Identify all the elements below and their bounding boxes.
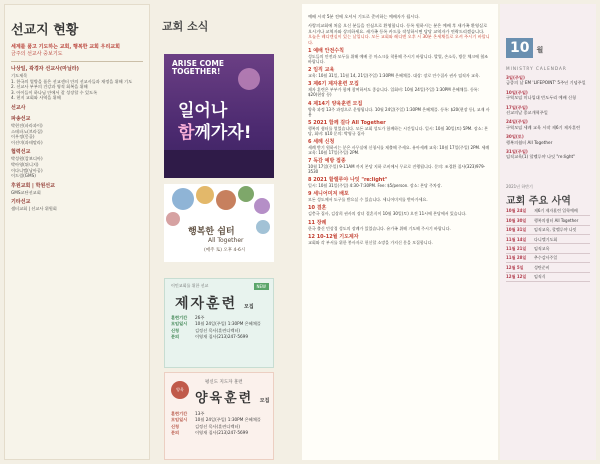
news-item-body: 제자 훈련은 부부가 함께 참여하셔도 좋습니다. 입회비: 10월 24일(주일) 1:30PM 은혜채플. 등록: $20(현장 등) xyxy=(308,87,480,98)
arise-big-word-b: 께 xyxy=(194,123,211,143)
schedule-name: 추수감사주일 xyxy=(534,255,558,261)
schedule-name: 임직식 xyxy=(534,274,546,280)
detail-value: 10월 24일(주일) 1:30PM 은혜채플 xyxy=(195,321,261,327)
detail-value: 김정선 목사(훈련디렉터) xyxy=(195,327,241,333)
detail-value: 이영재 집사(213)247-5699 xyxy=(195,334,248,340)
calendar-entry-date: 24일(주일) xyxy=(506,119,528,125)
mission-section-heading: 후원교회 | 학원선교 xyxy=(11,182,55,189)
news-items xyxy=(308,48,492,245)
photo-circle xyxy=(254,198,270,214)
schedule-kicker: 2021년 하반기 xyxy=(506,183,533,189)
mission-section-heading: 협력선교 xyxy=(11,149,31,156)
mission-section-heading: 파송선교 xyxy=(11,115,31,122)
discipleship-title-text: 제자훈련 xyxy=(175,296,238,312)
news-item-body: 성도들의 안전과 모두를 위해 예배 중 마스크를 착용해 주시기 바랍니다. 발열, 손소독, 방문 체크에 협조 바랍니다. xyxy=(308,54,489,65)
calendar-entries xyxy=(506,75,590,160)
news-item-body: 한국 출신 민상경 성도의 장례가 있었습니다. 유가족 위해 기도해 주시기 바랍니다. xyxy=(308,225,451,231)
schedule-name: 임직교육, 할렐루야 나잇 xyxy=(534,227,577,233)
arise-big-line1: 일어나 xyxy=(178,101,228,121)
schedule-row xyxy=(506,207,590,216)
mission-status-title: 선교지 현황 xyxy=(11,23,79,38)
news-item-body: 모든 성도께서 도구를 받으실 수 있습니다. 세니어미져를 받아가세요. xyxy=(308,197,428,203)
mission-section-line: 1. 한국의 열방을 품은 선교센터 안의 선교사들과 재정을 위해 기도 xyxy=(11,78,133,84)
discipleship-title-suffix: 모집 xyxy=(243,304,254,310)
schedule-row xyxy=(506,216,590,225)
schedule-date: 11월 21일 xyxy=(506,246,527,252)
mission-section-line: 박성원(캄보디아) xyxy=(11,156,43,162)
mission-section-line: 스테파노(브라질) xyxy=(11,128,43,134)
schedule-list xyxy=(506,207,590,282)
calendar-entry xyxy=(506,75,590,86)
schedule-row xyxy=(506,263,590,272)
news-intro: 사랑의교회에 처음 오신 분들을 진심으로 환영합니다. 등록 원하시는 분은 예배 후 새가족 환영실로 오시거나 교역자와 상의하세요. 새가족 등록 카드를 작성하시면 담당 교역자가 연락드리겠습니다. xyxy=(308,23,488,34)
photo-circle xyxy=(172,188,194,210)
mission-section-line: 박현진(파라과이) xyxy=(11,122,43,128)
detail-value: 26주 xyxy=(195,315,205,320)
photo-circle xyxy=(196,186,214,204)
happy-shelter-title: 행복한 쉼터 xyxy=(188,227,235,237)
mission-section-line: 3. 아이들이 하나님 안에서 잘 성장할 수 있도록 xyxy=(11,89,98,95)
discipleship-details xyxy=(171,315,261,341)
schedule-date: 10월 30일 xyxy=(506,217,527,223)
calendar-entry-date: 30일(토) xyxy=(506,134,524,140)
happy-shelter-subtitle: All Together xyxy=(208,237,244,244)
schedule-row xyxy=(506,226,590,235)
schedule-date: 12월 12일 xyxy=(506,274,527,280)
news-item-body: 세례 받기 원하시는 분은 사무실에 신청서를 제출해 주세요. 유아세례 교육: 10월 17일(주일) 2PM. 세례 교육: 10월 17일(주일) 2PM. xyxy=(308,144,490,155)
arise-small-text: ARISE COME TOGETHER! xyxy=(172,59,224,76)
news-item-body: 10월 17일(주일) 9-11AM 까지 본당 지하 로비에서 무료로 진행됩니다. 문의: 조경환 집사(323)979-3530 xyxy=(308,164,486,175)
mission-section-line: 이선미(과테말라) xyxy=(11,139,43,145)
calendar-entry-date: 3일(주일) xyxy=(506,75,525,80)
photo-circle xyxy=(216,190,236,210)
detail-row xyxy=(171,334,261,340)
news-item-title: 4 제14기 양육훈련 모집 xyxy=(308,100,363,107)
mission-section-line: 샘터교회 | 선교사 위원회 xyxy=(11,206,57,212)
calendar-entry-date: 10일(주일) xyxy=(506,89,528,95)
news-item-title: 3 제6기 제자훈련 모집 xyxy=(308,81,359,88)
nurture-training-card xyxy=(164,372,274,460)
mission-section-line: 2. 선교사 부부의 건강과 영적 회복을 위해 xyxy=(11,84,88,90)
calendar-entry-text: 임직교육(1) 할렐루야 나잇 "re:light" xyxy=(506,154,576,160)
photo-circle xyxy=(238,186,254,202)
mission-section-line: 박아영(튀니지) xyxy=(11,161,39,167)
mission-subtitle: 세계를 품고 기도하는 교회, 행복한 교회 우리교회 xyxy=(11,44,120,50)
news-item-body: 김충국 집사, 김상희 권사의 장녀 결혼식이 10월 30일(토) 오전 11시에 본당에서 있습니다. xyxy=(308,211,467,217)
schedule-date: 11월 14일 xyxy=(506,236,527,242)
detail-key: 모임일시 xyxy=(171,417,188,423)
silhouette-ground xyxy=(164,150,274,178)
news-item-title: 11 장례 xyxy=(308,219,327,226)
discipleship-kicker: 이민교회를 위한 선교 xyxy=(171,283,209,288)
new-badge: NEW xyxy=(254,283,269,290)
schedule-date: 12월 5일 xyxy=(506,264,524,270)
schedule-name: 성탄준비 xyxy=(534,264,550,270)
calendar-entry xyxy=(506,105,590,116)
news-item-title: 6 세례 신청 xyxy=(308,138,335,145)
nurture-kicker: 평신도 지도자 훈련 xyxy=(205,380,243,385)
schedule-name: 임직교육 xyxy=(534,246,550,252)
detail-key: 신청 xyxy=(171,423,180,429)
calendar-entry-date: 17일(주일) xyxy=(506,104,528,110)
calendar-entry-text: 금종의 날 EM 'LIFEPOINT' 5주년 기념주일 xyxy=(506,80,586,86)
schedule-row xyxy=(506,235,590,244)
mission-section-line: 이다니엘(남아공) xyxy=(11,167,43,173)
news-item-title: 8 2021 할렐루야 나잇 "re:light" xyxy=(308,177,388,184)
schedule-date: 11월 28일 xyxy=(506,255,527,261)
schedule-name: 행복의쉼터 All Together xyxy=(534,217,579,223)
mission-section-line: 4. 현지 교회와 사역을 위해 xyxy=(11,95,61,101)
detail-key: 문의 xyxy=(171,334,180,340)
news-item-title: 7 독감 예방 접종 xyxy=(308,158,346,165)
arise-big-text xyxy=(178,100,251,144)
mission-status-panel xyxy=(4,4,150,460)
nurture-title-text: 양육훈련 xyxy=(195,391,254,406)
calendar-entry-date: 31일(주일) xyxy=(506,149,528,155)
schedule-name: 다니엘기도회 xyxy=(534,236,558,242)
news-item-body: 교회와 각 부서를 위한 봉사자로 헌신할 소망을 가지신 분을 모집합니다. xyxy=(308,239,433,245)
calendar-kicker: MINISTRY CALENDAR xyxy=(506,66,567,71)
happy-shelter-time: (매주 토) 오후 4-6시 xyxy=(204,248,246,253)
schedule-date: 10월 24일 xyxy=(506,208,527,214)
arise-big-word-a: 함 xyxy=(178,123,195,143)
schedule-row xyxy=(506,254,590,263)
mission-sections xyxy=(11,66,143,212)
arise-poster xyxy=(164,54,274,178)
calendar-entry xyxy=(506,119,590,130)
detail-value: 김정선 목사(훈련디렉터) xyxy=(195,423,241,429)
calendar-entry-text: 선교의날 종교개혁주일 xyxy=(506,110,548,116)
church-news-title: 교회 소식 xyxy=(162,20,209,33)
mission-prayer-subtitle: 금주의 선교사 중보기도 xyxy=(11,51,63,57)
church-news-cards xyxy=(154,4,300,460)
photo-circle xyxy=(256,220,270,234)
mission-section-line: GMS교단선교회 xyxy=(11,189,41,195)
detail-key: 훈련기간 xyxy=(171,315,188,320)
mission-section-line: 기도제목 xyxy=(11,73,28,78)
detail-key: 훈련기간 xyxy=(171,411,188,416)
news-item-body: 양육 과정 13주 과정으로 운영됩니다. 10월 24일(주일) 1:30PM 은혜채플. 등록: $20(현장 등), 교재 사용 xyxy=(308,106,490,117)
schedule-date: 10월 31일 xyxy=(506,227,527,233)
news-item-title: 1 예배 안전수칙 xyxy=(308,48,344,55)
calendar-entry xyxy=(506,149,590,160)
news-top-note: 예배 시작 5분 전에 오셔서 기도로 준비하는 예배자가 됩시다. xyxy=(308,14,420,19)
news-item-title: 5 2021 함께 걸다 All Together xyxy=(308,119,386,126)
nurture-title-suffix: 모집 xyxy=(259,398,270,404)
news-intro-highlight: 오늘은 레디엔실이 있는 날입니다. 모든 교회와 레디엔 오후 시 30분 온세채플로 오셔 주시기 바랍니다. xyxy=(308,34,490,45)
news-item-title: 2 임직 교육 xyxy=(308,67,335,74)
detail-key: 모임일시 xyxy=(171,321,188,327)
news-item-body: 교육: 10월 31일, 11월 14, 21일(주일) 1:30PM 은혜채플. 대상: 장로 안수집사 권사 임직자 교육. xyxy=(308,73,481,79)
calendar-entry xyxy=(506,134,590,145)
news-item-body: 일시: 10월 31일(주일) 4:30-7:30PM. Fee: $5/person. 장소: 본당 주차장. xyxy=(308,183,442,189)
nurture-seal: 양육 xyxy=(171,381,189,399)
nurture-title xyxy=(195,387,269,406)
month-header xyxy=(506,8,590,58)
mission-section-heading: 선교사 xyxy=(11,104,26,111)
discipleship-training-card xyxy=(164,278,274,368)
detail-value: 이영재 집사(213)247-5699 xyxy=(195,430,248,436)
nurture-details xyxy=(171,411,261,437)
mission-section-line: 이우정(몽골) xyxy=(11,134,35,140)
mission-section-heading: 기타선교 xyxy=(11,199,31,206)
happy-shelter-poster xyxy=(164,184,274,262)
calendar-entry-text: 구역모임 미나입대 빈도두리 예배 신청 xyxy=(506,95,577,101)
calendar-entry-text: 구역모임 세례 교육 시작 제6기 제자훈련 xyxy=(506,124,581,130)
discipleship-title xyxy=(175,293,254,313)
schedule-row xyxy=(506,273,590,282)
schedule-name: 제6기 제자훈련 입학예배 xyxy=(534,208,578,214)
month-unit: 월 xyxy=(536,46,544,54)
news-text-column xyxy=(302,4,498,460)
calendar-entry xyxy=(506,90,590,101)
detail-key: 문의 xyxy=(171,430,180,436)
news-item-title: 10 결혼 xyxy=(308,205,327,212)
mission-section-heading: 나상일, 곽경자 선교사(마닐라) xyxy=(11,66,79,72)
detail-row xyxy=(171,430,261,436)
month-number: 10 xyxy=(506,38,533,58)
schedule-title: 교회 주요 사역 xyxy=(506,195,571,207)
detail-key: 신청 xyxy=(171,327,180,333)
news-item-title: 12 10-12월 기도제자 xyxy=(308,233,359,240)
news-item-body: 행복의 쉼터를 열었습니다. 모든 교회 성도가 함께하는 시간입니다. 일시: 10월 30일(토) 5PM. 장소: 본당, 회비: $10 문의: 박영규 집사 xyxy=(308,125,488,136)
arise-big-word-c: 가자! xyxy=(210,123,252,143)
calendar-entry-text: 행복의쉼터 All Together xyxy=(506,139,553,145)
divider xyxy=(11,61,143,62)
news-item-title: 9 세니어미져 배포 xyxy=(308,191,349,198)
detail-value: 13주 xyxy=(195,411,205,416)
schedule-row xyxy=(506,244,590,253)
arise-big-line2 xyxy=(178,122,251,144)
photo-circle xyxy=(166,212,180,226)
ministry-calendar xyxy=(500,4,596,460)
detail-value: 10월 24일(주일) 1:30PM 은혜채플 xyxy=(195,417,261,423)
mission-section-line: 이드림(GMS) xyxy=(11,173,36,179)
